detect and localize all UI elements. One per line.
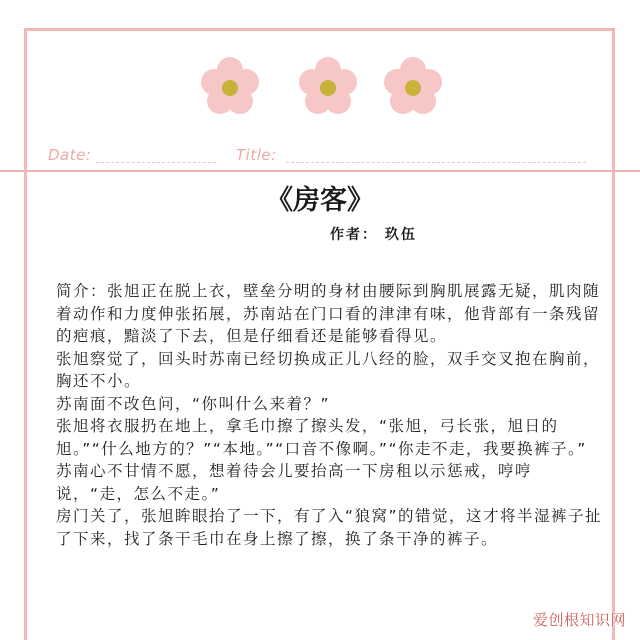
paragraph: 张旭将衣服扔在地上，拿毛巾擦了擦头发，“张旭，弓长张，旭日的旭。”“什么地方的？”“本地。”“口音不像啊。”“你走不走，我要换裤子。” bbox=[56, 417, 587, 458]
paragraph: 张旭察觉了，回头时苏南已经切换成正儿八经的脸，双手交叉抱在胸前，胸还不小。 bbox=[56, 349, 601, 390]
story-body bbox=[56, 280, 604, 550]
story-title: 《房客》 bbox=[266, 185, 374, 216]
paragraph: 苏南面不改色问，“你叫什么来着？” bbox=[56, 394, 331, 413]
date-label: Date: bbox=[48, 146, 92, 164]
flower-icon bbox=[297, 56, 359, 118]
author-line: 作者： 玖伍 bbox=[330, 227, 417, 243]
site-watermark: 爱创根知识网 bbox=[532, 611, 626, 629]
title-label: Title: bbox=[236, 146, 277, 164]
title-underline bbox=[286, 162, 586, 164]
frame-left-border bbox=[24, 28, 27, 640]
paragraph: 房门关了，张旭眸眼抬了一下，有了入“狼窝”的错觉，这才将半湿裤子扯了下来，找了条干毛巾在身上擦了擦，换了条干净的裤子。 bbox=[56, 507, 603, 548]
paragraph: 苏南心不甘情不愿，想着待会儿要抬高一下房租以示惩戒，哼哼说，“走，怎么不走。” bbox=[56, 462, 533, 503]
flower-icon bbox=[382, 56, 444, 118]
flower-icon bbox=[199, 56, 261, 118]
frame-top-border bbox=[24, 28, 615, 31]
paragraph: 简介：张旭正在脱上衣，壁垒分明的身材由腰际到胸肌展露无疑，肌肉随着动作和力度伸张拓展，苏南站在门口看的津津有味，他背部有一条残留的疤痕，黯淡了下去，但是仔细看还是能够看得见。 bbox=[56, 282, 601, 345]
header-divider bbox=[0, 170, 640, 172]
date-underline bbox=[96, 162, 216, 164]
frame-right-border bbox=[612, 28, 615, 640]
